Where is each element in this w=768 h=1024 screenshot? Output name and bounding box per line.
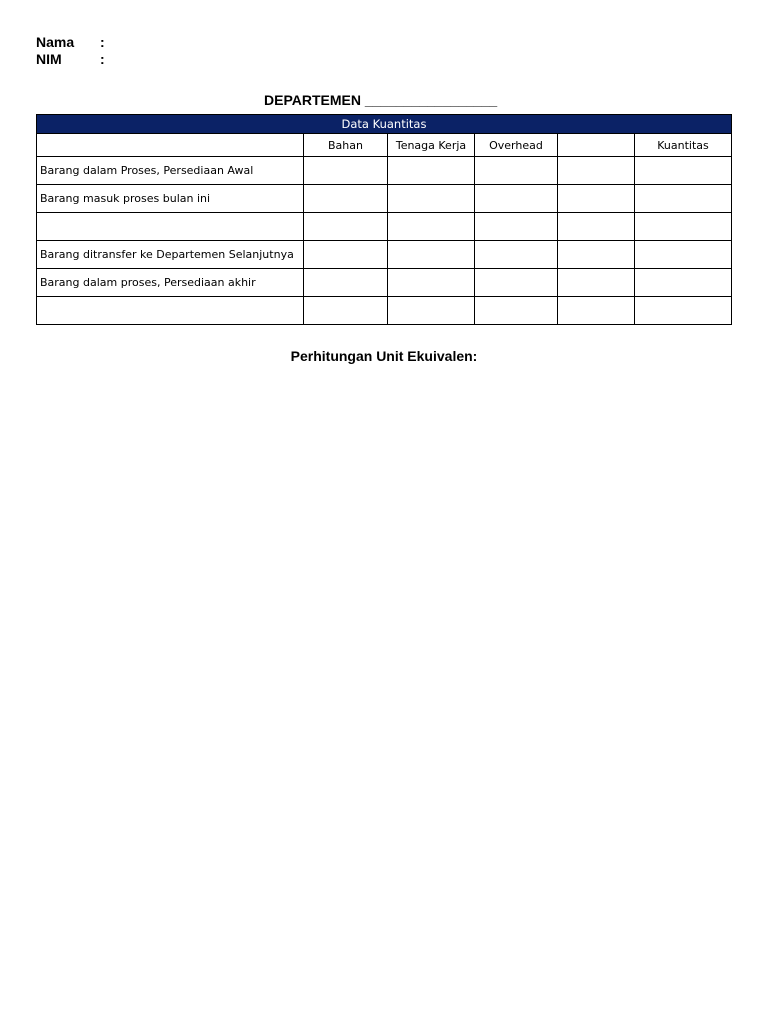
cell-tenaga-kerja[interactable] bbox=[388, 185, 475, 213]
column-header-tenaga-kerja: Tenaga Kerja bbox=[388, 134, 475, 157]
calculation-title: Perhitungan Unit Ekuivalen: bbox=[290, 348, 478, 364]
cell-tenaga-kerja[interactable] bbox=[388, 213, 475, 241]
cell-empty[interactable] bbox=[558, 297, 635, 325]
row-label: Barang dalam Proses, Persediaan Awal bbox=[37, 157, 304, 185]
row-label: Barang masuk proses bulan ini bbox=[37, 185, 304, 213]
table-row bbox=[37, 213, 732, 241]
cell-kuantitas[interactable] bbox=[635, 269, 732, 297]
table-row bbox=[37, 241, 732, 269]
cell-empty[interactable] bbox=[558, 269, 635, 297]
column-header-overhead: Overhead bbox=[475, 134, 558, 157]
cell-empty[interactable] bbox=[558, 213, 635, 241]
column-header-kuantitas: Kuantitas bbox=[635, 134, 732, 157]
department-title: DEPARTEMEN _________________ bbox=[264, 92, 498, 108]
column-header-row bbox=[37, 134, 732, 157]
cell-empty[interactable] bbox=[558, 241, 635, 269]
cell-tenaga-kerja[interactable] bbox=[388, 157, 475, 185]
cell-overhead[interactable] bbox=[475, 185, 558, 213]
cell-tenaga-kerja[interactable] bbox=[388, 297, 475, 325]
cell-tenaga-kerja[interactable] bbox=[388, 241, 475, 269]
row-label: Barang dalam proses, Persediaan akhir bbox=[37, 269, 304, 297]
cell-overhead[interactable] bbox=[475, 213, 558, 241]
cell-empty[interactable] bbox=[558, 185, 635, 213]
cell-kuantitas[interactable] bbox=[635, 213, 732, 241]
cell-kuantitas[interactable] bbox=[635, 157, 732, 185]
row-label: Barang ditransfer ke Departemen Selanjutnya bbox=[37, 241, 304, 269]
table-row bbox=[37, 269, 732, 297]
table-row bbox=[37, 185, 732, 213]
cell-empty[interactable] bbox=[558, 157, 635, 185]
cell-overhead[interactable] bbox=[475, 241, 558, 269]
name-colon: : bbox=[100, 34, 105, 50]
column-header-bahan: Bahan bbox=[304, 134, 388, 157]
cell-overhead[interactable] bbox=[475, 157, 558, 185]
cell-kuantitas[interactable] bbox=[635, 241, 732, 269]
row-label bbox=[37, 213, 304, 241]
cell-tenaga-kerja[interactable] bbox=[388, 269, 475, 297]
cell-bahan[interactable] bbox=[304, 157, 388, 185]
column-header-empty bbox=[558, 134, 635, 157]
nim-colon: : bbox=[100, 51, 105, 67]
cell-overhead[interactable] bbox=[475, 269, 558, 297]
quantity-table bbox=[36, 114, 732, 325]
cell-overhead[interactable] bbox=[475, 297, 558, 325]
cell-bahan[interactable] bbox=[304, 241, 388, 269]
cell-bahan[interactable] bbox=[304, 185, 388, 213]
column-header-blank bbox=[37, 134, 304, 157]
table-row bbox=[37, 297, 732, 325]
cell-kuantitas[interactable] bbox=[635, 297, 732, 325]
table-row bbox=[37, 157, 732, 185]
cell-kuantitas[interactable] bbox=[635, 185, 732, 213]
cell-bahan[interactable] bbox=[304, 269, 388, 297]
cell-bahan[interactable] bbox=[304, 297, 388, 325]
nim-label: NIM bbox=[36, 51, 62, 67]
table-band-header: Data Kuantitas bbox=[37, 115, 732, 134]
cell-bahan[interactable] bbox=[304, 213, 388, 241]
name-label: Nama bbox=[36, 34, 75, 50]
row-label bbox=[37, 297, 304, 325]
